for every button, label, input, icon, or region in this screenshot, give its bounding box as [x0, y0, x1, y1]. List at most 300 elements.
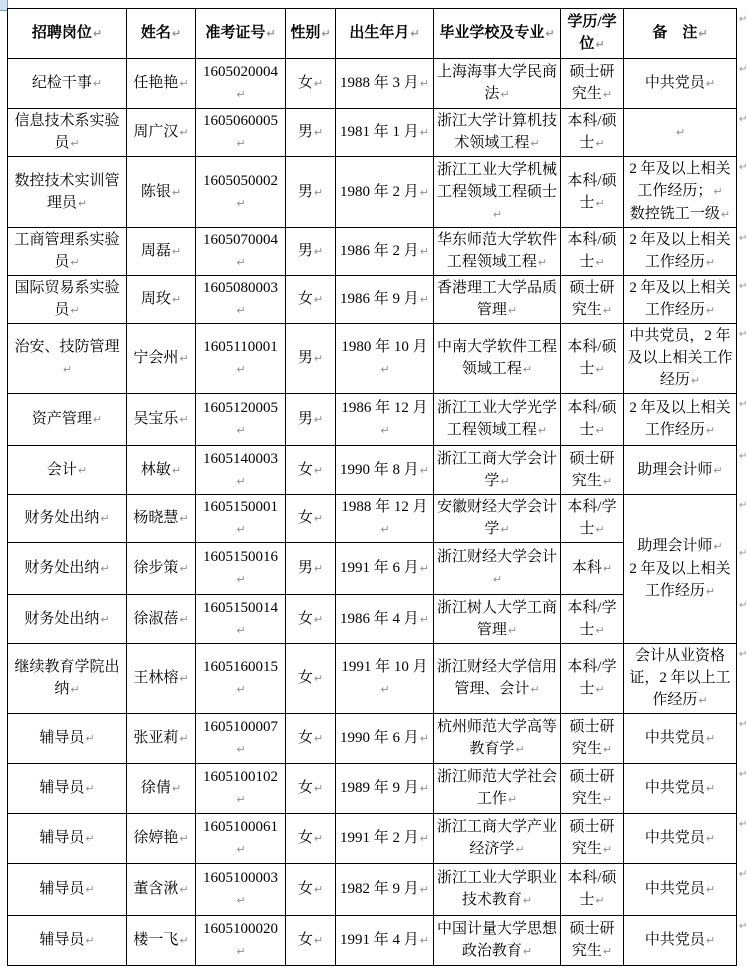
cell-text: 1991 年 2 月: [340, 830, 419, 846]
table-row: [8, 109, 737, 157]
cell-paragraph: [289, 347, 332, 370]
paragraph-mark-icon: ↵: [100, 512, 110, 525]
table-cell: [286, 446, 336, 495]
cell-text: 助理会计师: [637, 538, 713, 554]
table-row: [8, 157, 737, 228]
cell-paragraph: [627, 72, 733, 95]
table-cell: [8, 714, 127, 764]
cell-text: 女: [297, 610, 313, 627]
paragraph-mark-icon: ↵: [492, 573, 503, 586]
paragraph-mark-icon: ↵: [595, 256, 605, 269]
table-cell: [286, 276, 336, 324]
cell-paragraph: [627, 727, 733, 750]
cell-paragraph: [564, 397, 620, 442]
cell-paragraph: [437, 816, 557, 861]
row-end-mark-icon: ↵: [739, 920, 747, 932]
paragraph-mark-icon: ↵: [92, 77, 103, 90]
table-row: [8, 916, 737, 966]
cell-paragraph: [339, 878, 430, 901]
cell-paragraph: [627, 459, 733, 482]
cell-text: 硕士研究生: [569, 719, 615, 757]
table-cell: [561, 59, 624, 109]
cell-paragraph: [437, 766, 557, 811]
cell-text: 招聘岗位: [31, 25, 92, 41]
cell-text: 本科/学士: [567, 659, 617, 697]
cell-paragraph: [199, 170, 282, 215]
cell-paragraph: [437, 336, 557, 381]
paragraph-mark-icon: ↵: [236, 945, 246, 958]
cell-text: 王林榕: [133, 670, 179, 686]
cell-paragraph: [437, 867, 557, 912]
paragraph-mark-icon: ↵: [313, 463, 324, 477]
cell-paragraph: [564, 110, 620, 155]
paragraph-mark-icon: ↵: [522, 945, 533, 958]
table-row: [8, 59, 737, 109]
cell-paragraph: [564, 448, 620, 493]
table-cell: [336, 543, 434, 595]
table-cell: [286, 543, 336, 595]
cell-paragraph: [199, 597, 282, 642]
table-cell: [286, 764, 336, 814]
cell-text: 会计从业资格证，2 年以上工作经历: [629, 648, 731, 708]
cell-paragraph: [130, 777, 192, 800]
cell-text: 男: [297, 243, 313, 259]
cell-paragraph: [199, 229, 282, 274]
table-cell: [561, 495, 624, 543]
table-cell: [561, 543, 624, 595]
cell-text: 中共党员: [644, 730, 705, 746]
cell-paragraph: [339, 608, 430, 631]
cell-text: 财务处出纳: [24, 560, 100, 576]
cell-paragraph: [11, 827, 123, 850]
table-cell: [127, 714, 196, 764]
cell-text: 徐步策: [133, 560, 179, 576]
cell-text: 杭州师范大学高等教育学: [437, 719, 558, 757]
cell-text: 香港理工大学品质管理: [437, 280, 558, 318]
paragraph-mark-icon: ↵: [236, 683, 246, 696]
cell-paragraph: [339, 288, 430, 311]
cell-text: 本科/硕士: [567, 339, 617, 377]
paragraph-mark-icon: ↵: [690, 374, 701, 387]
cell-text: 1605110001: [203, 339, 278, 355]
paragraph-mark-icon: ↵: [705, 782, 716, 795]
cell-paragraph: [627, 203, 733, 226]
table-cell: [196, 394, 286, 446]
paragraph-mark-icon: ↵: [507, 793, 518, 806]
cell-text: 杨晓慧: [133, 510, 179, 526]
cell-paragraph: [564, 656, 620, 701]
table-cell: [336, 324, 434, 394]
cell-paragraph: [339, 777, 430, 800]
paragraph-mark-icon: ↵: [62, 363, 73, 376]
table-cell: [336, 495, 434, 543]
table-cell: [434, 764, 561, 814]
cell-paragraph: [564, 766, 620, 811]
paragraph-mark-icon: ↵: [171, 245, 182, 258]
table-row: [8, 644, 737, 714]
table-cell: [196, 276, 286, 324]
cell-text: 硕士研究生: [569, 280, 615, 318]
paragraph-mark-icon: ↵: [236, 363, 246, 376]
paragraph-mark-icon: ↵: [705, 424, 716, 437]
paragraph-mark-icon: ↵: [236, 474, 246, 488]
table-row: [8, 394, 737, 446]
cell-paragraph: [130, 72, 192, 95]
cell-text: 1986 年 4 月: [340, 610, 419, 627]
table-cell: [434, 446, 561, 495]
paragraph-mark-icon: ↵: [70, 137, 80, 150]
cell-paragraph: [11, 557, 123, 580]
row-end-mark-icon: ↵: [739, 450, 747, 462]
table-cell: [561, 714, 624, 764]
paragraph-mark-icon: ↵: [313, 77, 324, 90]
paragraph-mark-icon: ↵: [705, 585, 716, 598]
cell-text: 中共党员: [644, 830, 705, 846]
cell-text: 本科/硕士: [567, 870, 617, 908]
cell-paragraph: [339, 181, 430, 204]
cell-text: 中共党员: [644, 881, 705, 897]
paragraph-mark-icon: ↵: [313, 126, 324, 139]
table-cell: [196, 446, 286, 495]
paragraph-mark-icon: ↵: [313, 732, 324, 745]
cell-text: 辅导员: [39, 881, 85, 897]
paragraph-mark-icon: ↵: [313, 352, 324, 365]
cell-paragraph: [437, 656, 557, 701]
paragraph-mark-icon: ↵: [419, 245, 429, 258]
table-cell: [127, 495, 196, 543]
table-cell: [286, 644, 336, 714]
paragraph-mark-icon: ↵: [179, 413, 189, 426]
cell-paragraph: [130, 727, 192, 750]
table-cell: [196, 109, 286, 157]
cell-paragraph: [564, 11, 620, 56]
cell-text: 硕士研究生: [569, 450, 615, 489]
cell-paragraph: [339, 336, 430, 381]
cell-text: 治安、技防管理: [14, 339, 120, 355]
cell-text: 辅导员: [39, 830, 85, 846]
column-header: [434, 9, 561, 59]
cell-paragraph: [11, 408, 123, 431]
cell-text: 男: [297, 124, 313, 140]
table-cell: [624, 446, 737, 495]
paragraph-mark-icon: ↵: [705, 304, 716, 317]
table-cell: [624, 59, 737, 109]
cell-text: 1989 年 9 月: [340, 780, 419, 796]
paragraph-mark-icon: ↵: [313, 782, 324, 795]
row-end-mark-icon: ↵: [739, 599, 747, 611]
cell-paragraph: [339, 656, 430, 701]
paragraph-mark-icon: ↵: [179, 612, 189, 626]
paragraph-mark-icon: ↵: [705, 77, 716, 90]
table-cell: [336, 764, 434, 814]
cell-paragraph: [564, 867, 620, 912]
cell-text: 姓名: [140, 25, 171, 41]
paragraph-mark-icon: ↵: [380, 683, 390, 696]
cell-text: 1986 年 2 月: [340, 243, 419, 259]
table-cell: [286, 228, 336, 276]
table-cell: [286, 714, 336, 764]
table-cell: [196, 543, 286, 595]
table-cell: [624, 157, 737, 228]
table-row: [8, 495, 737, 543]
paragraph-mark-icon: ↵: [602, 562, 613, 575]
table-cell: [8, 394, 127, 446]
paragraph-mark-icon: ↵: [507, 304, 518, 317]
table-cell: [434, 595, 561, 644]
cell-paragraph: [199, 448, 282, 493]
table-cell: [336, 109, 434, 157]
paragraph-mark-icon: ↵: [705, 832, 716, 845]
cell-text: 1605020004: [203, 64, 278, 80]
cell-text: 浙江工业大学光学工程领域工程: [437, 400, 558, 438]
cell-paragraph: [627, 878, 733, 901]
cell-paragraph: [11, 22, 123, 45]
table-cell: [624, 814, 737, 864]
column-header: [196, 9, 286, 59]
table-cell: [336, 595, 434, 644]
cell-text: 女: [297, 291, 313, 307]
cell-paragraph: [11, 336, 123, 381]
paragraph-mark-icon: ↵: [179, 77, 189, 90]
cell-text: 财务处出纳: [24, 610, 100, 627]
cell-text: 本科/硕士: [567, 172, 617, 211]
cell-paragraph: [627, 121, 733, 144]
paragraph-mark-icon: ↵: [410, 27, 420, 40]
table-cell: [127, 543, 196, 595]
table-cell: [196, 714, 286, 764]
paragraph-mark-icon: ↵: [537, 256, 548, 269]
cell-text: 1990 年 8 月: [340, 461, 419, 478]
cell-paragraph: [627, 22, 733, 45]
cell-text: 硕士研究生: [569, 64, 615, 102]
cell-text: 硕士研究生: [569, 769, 615, 807]
table-cell: [286, 916, 336, 966]
paragraph-mark-icon: ↵: [236, 793, 246, 806]
cell-text: 辅导员: [39, 780, 85, 796]
column-header: [8, 9, 127, 59]
cell-paragraph: [339, 397, 430, 442]
cell-paragraph: [289, 827, 332, 850]
table-cell: [434, 324, 561, 394]
cell-text: 浙江财经大学会计: [437, 549, 558, 565]
cell-text: 女: [297, 881, 313, 897]
table-cell: [434, 157, 561, 228]
table-cell: [624, 394, 737, 446]
table-row: [8, 864, 737, 916]
cell-text: 浙江工商大学会计学: [437, 450, 558, 489]
paragraph-mark-icon: ↵: [236, 843, 246, 856]
row-end-mark-icon: ↵: [739, 13, 747, 25]
cell-text: 本科/硕士: [567, 400, 617, 438]
cell-text: 1605100007: [203, 719, 278, 735]
paragraph-mark-icon: ↵: [602, 304, 613, 317]
cell-text: 1988 年 12 月: [341, 499, 428, 515]
cell-paragraph: [130, 459, 192, 482]
cell-text: 浙江工商大学产业经济学: [437, 819, 558, 857]
cell-paragraph: [130, 22, 192, 45]
table-cell: [286, 157, 336, 228]
cell-paragraph: [564, 229, 620, 274]
table-cell: [336, 157, 434, 228]
cell-text: 张亚莉: [133, 730, 179, 746]
cell-paragraph: [627, 645, 733, 712]
cell-text: 1605150001: [203, 499, 278, 515]
table-cell: [286, 109, 336, 157]
cell-text: 浙江工业大学职业技术教育: [437, 870, 558, 908]
cell-text: 辅导员: [39, 932, 85, 948]
table-cell: [286, 814, 336, 864]
cell-paragraph: [564, 336, 620, 381]
paragraph-mark-icon: ↵: [419, 293, 429, 306]
paragraph-mark-icon: ↵: [92, 27, 103, 40]
cell-paragraph: [437, 61, 557, 106]
table-cell: [8, 446, 127, 495]
paragraph-mark-icon: ↵: [419, 463, 429, 477]
cell-text: 女: [297, 510, 313, 526]
table-cell: [336, 644, 434, 714]
table-cell: [561, 394, 624, 446]
cell-paragraph: [289, 667, 332, 690]
cell-paragraph: [199, 546, 282, 591]
cell-paragraph: [199, 110, 282, 155]
row-end-mark-icon: ↵: [739, 398, 747, 410]
cell-paragraph: [289, 408, 332, 431]
table-cell: [127, 764, 196, 814]
table-cell: [561, 814, 624, 864]
paragraph-mark-icon: ↵: [236, 623, 246, 637]
table-cell: [434, 59, 561, 109]
table-cell: [196, 644, 286, 714]
paragraph-mark-icon: ↵: [313, 293, 324, 306]
paragraph-mark-icon: ↵: [313, 672, 324, 685]
row-end-mark-icon: ↵: [739, 280, 747, 292]
paragraph-mark-icon: ↵: [77, 196, 88, 210]
row-end-mark-icon: ↵: [739, 161, 747, 173]
cell-text: 准考证号: [205, 25, 266, 41]
cell-paragraph: [199, 918, 282, 963]
paragraph-mark-icon: ↵: [419, 77, 429, 90]
paragraph-mark-icon: ↵: [522, 894, 533, 907]
cell-paragraph: [289, 22, 332, 45]
table-cell: [624, 764, 737, 814]
cell-text: 本科/学士: [567, 599, 617, 638]
table-cell: [127, 595, 196, 644]
cell-text: 1990 年 6 月: [340, 730, 419, 746]
cell-paragraph: [289, 608, 332, 631]
cell-text: 周广汉: [133, 124, 179, 140]
cell-text: 女: [297, 730, 313, 746]
paragraph-mark-icon: ↵: [713, 463, 723, 477]
cell-text: 本科: [571, 560, 602, 576]
table-cell: [286, 59, 336, 109]
cell-paragraph: [130, 240, 192, 263]
cell-paragraph: [289, 240, 332, 263]
row-end-mark-icon: ↵: [739, 818, 747, 830]
cell-text: 2 年及以上相关工作经历: [629, 561, 731, 599]
table-cell: [561, 109, 624, 157]
cell-paragraph: [199, 336, 282, 381]
table-cell: [434, 228, 561, 276]
cell-paragraph: [289, 507, 332, 530]
cell-text: 1605140003: [203, 450, 278, 467]
table-cell: [196, 814, 286, 864]
table-cell: [8, 109, 127, 157]
table-cell: [196, 59, 286, 109]
paragraph-mark-icon: ↵: [419, 562, 429, 575]
paragraph-mark-icon: ↵: [507, 623, 518, 637]
cell-text: 浙江财经大学信用管理、会计: [437, 659, 558, 697]
cell-paragraph: [437, 110, 557, 155]
cell-text: 学历/学位: [567, 14, 617, 52]
cell-paragraph: [437, 546, 557, 591]
cell-paragraph: [130, 827, 192, 850]
cell-text: 中国计量大学思想政治教育: [437, 921, 558, 959]
cell-text: 1981 年 1 月: [340, 124, 419, 140]
paragraph-mark-icon: ↵: [236, 304, 246, 317]
cell-paragraph: [627, 535, 733, 558]
cell-paragraph: [130, 121, 192, 144]
cell-paragraph: [199, 496, 282, 541]
cell-text: 陈银: [140, 183, 171, 200]
cell-text: 中共党员: [644, 75, 705, 91]
table-cell: [286, 324, 336, 394]
cell-paragraph: [564, 277, 620, 322]
cell-paragraph: [289, 727, 332, 750]
cell-text: 女: [297, 780, 313, 796]
cell-paragraph: [339, 727, 430, 750]
cell-text: 徐淑蓓: [133, 610, 179, 627]
cell-paragraph: [627, 325, 733, 392]
cell-text: 出生年月: [349, 25, 410, 41]
cell-text: 1605160015: [203, 659, 278, 675]
paragraph-mark-icon: ↵: [705, 934, 716, 947]
cell-paragraph: [437, 22, 557, 45]
table-cell: [8, 764, 127, 814]
cell-paragraph: [564, 597, 620, 642]
paragraph-mark-icon: ↵: [236, 743, 246, 756]
table-cell: [434, 495, 561, 543]
cell-paragraph: [289, 929, 332, 952]
paragraph-mark-icon: ↵: [179, 562, 189, 575]
cell-paragraph: [289, 288, 332, 311]
column-header: [336, 9, 434, 59]
cell-paragraph: [437, 597, 557, 642]
paragraph-mark-icon: ↵: [419, 126, 429, 139]
table-cell: [196, 916, 286, 966]
paragraph-mark-icon: ↵: [85, 934, 95, 947]
cell-paragraph: [339, 496, 430, 541]
cell-text: 毕业学校及专业: [439, 25, 545, 41]
cell-paragraph: [199, 867, 282, 912]
table-cell: [127, 864, 196, 916]
column-header: [624, 9, 737, 59]
paragraph-mark-icon: ↵: [179, 512, 189, 525]
cell-paragraph: [289, 459, 332, 482]
paragraph-mark-icon: ↵: [419, 832, 429, 845]
table-cell: [624, 644, 737, 714]
cell-paragraph: [437, 918, 557, 963]
table-cell: [336, 814, 434, 864]
cell-text: 1980 年 10 月: [341, 339, 428, 355]
table-cell: [434, 276, 561, 324]
paragraph-mark-icon: ↵: [380, 523, 390, 536]
table-cell: [624, 864, 737, 916]
paragraph-mark-icon: ↵: [236, 88, 246, 101]
cell-text: 信息技术系实验员: [14, 113, 120, 151]
cell-text: 2 年及以上相关工作经历: [629, 400, 731, 438]
cell-text: 1605080003: [203, 280, 278, 296]
column-header: [286, 9, 336, 59]
